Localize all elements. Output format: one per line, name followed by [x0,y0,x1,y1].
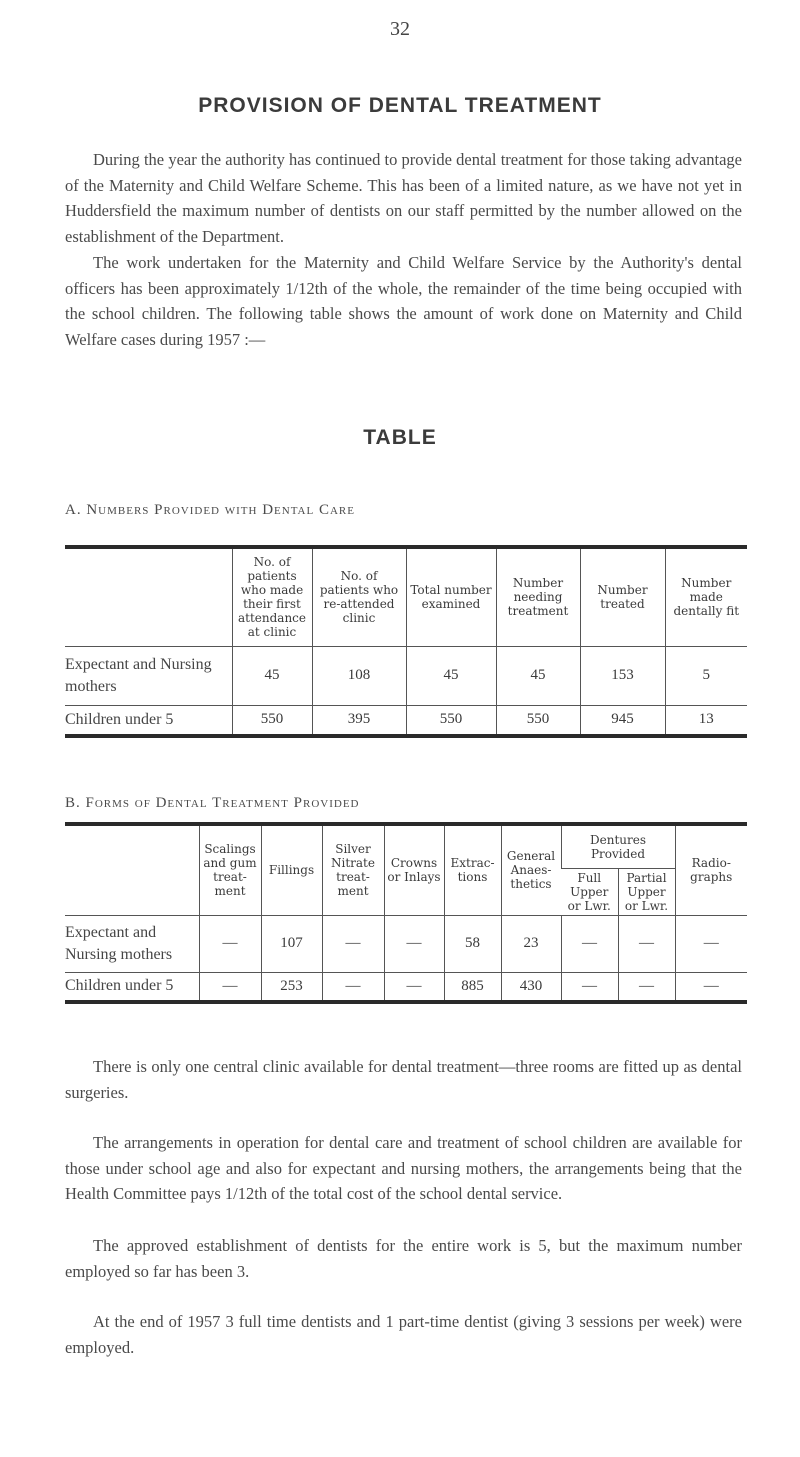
header-partial-dentures: Partial Upper or Lwr. [618,868,675,915]
cell: 45 [232,646,312,705]
header-radiographs: Radio-graphs [675,824,747,915]
header-re-attended: No. of patients who re-attended clinic [312,547,406,646]
cell: — [322,915,384,972]
cell: 23 [501,915,561,972]
row-label: Children under 5 [65,710,174,728]
cell: 550 [232,705,312,736]
cell: 395 [312,705,406,736]
paragraph-central-clinic: There is only one central clinic available for dental treatment—three rooms are fitted up as dental surgeries. [65,1057,742,1102]
header-full-dentures: Full Upper or Lwr. [561,868,618,915]
cell: — [618,972,675,1002]
header-blank [65,547,232,646]
cell: 945 [580,705,665,736]
cell: 885 [444,972,501,1002]
page-number: 32 [390,18,410,40]
table-header-row [65,824,747,868]
cell: — [561,972,618,1002]
table-row [65,705,747,736]
cell: 253 [261,972,322,1002]
cell: — [618,915,675,972]
cell: — [199,915,261,972]
header-first-attendance: No. of patients who made their first attendance at clinic [232,547,312,646]
header-dentures-provided: Dentures Provided [561,824,675,868]
cell: — [322,972,384,1002]
table-row [65,972,747,1002]
cell: 5 [665,646,747,705]
header-treated: Number treated [580,547,665,646]
header-extractions: Extrac-tions [444,824,501,915]
header-fillings: Fillings [261,824,322,915]
paragraph-intro: During the year the authority has continued to provide dental treatment for those taking advantage of the Maternity and Child Welfare Scheme. This has been of a limited nature, as we have not yet in Huddersfield the maximum number of dentists on our staff permitted by the number allowed on the establishment of the Department. [65,150,742,246]
page-title: PROVISION OF DENTAL TREATMENT [198,94,602,117]
header-scalings: Scalings and gum treat-ment [199,824,261,915]
table-row [65,915,747,972]
cell: — [384,915,444,972]
cell: — [675,972,747,1002]
header-general-anaesthetics: General Anaes-thetics [501,824,561,915]
table-row [65,646,747,705]
paragraph-arrangements: The arrangements in operation for dental care and treatment of school children are available for those under school age and also for expectant and nursing mothers, the arrangements being that the Health Committee pays 1/12th of the total cost of the school dental service. [65,1133,742,1203]
cell: 108 [312,646,406,705]
table-heading: TABLE [363,426,437,449]
cell: 45 [406,646,496,705]
cell: 550 [406,705,496,736]
table-b-forms-of-treatment [65,822,747,1004]
cell: 430 [501,972,561,1002]
header-total-examined: Total number examined [406,547,496,646]
row-label: Children under 5 [65,977,174,995]
paragraph-dentists-employed: At the end of 1957 3 full time dentists and 1 part-time dentist (giving 3 sessions per week) were employed. [65,1312,742,1357]
cell: 550 [496,705,580,736]
header-needing-treatment: Number needing treatment [496,547,580,646]
cell: 13 [665,705,747,736]
row-label: Expectant and Nursing mothers [65,915,199,972]
header-dentally-fit: Number made dentally fit [665,547,747,646]
cell: 45 [496,646,580,705]
table-a-numbers-provided [65,545,747,738]
cell: — [199,972,261,1002]
table-b-title: B. Forms of Dental Treatment Provided [65,795,360,811]
cell: — [561,915,618,972]
table-a-title: A. Numbers Provided with Dental Care [65,502,355,518]
header-silver-nitrate: Silver Nitrate treat-ment [322,824,384,915]
cell: 107 [261,915,322,972]
header-blank [65,824,199,915]
paragraph-work-share: The work undertaken for the Maternity and Child Welfare Service by the Authority's dental officers has been approximately 1/12th of the whole, the remainder of the time being occupied with the school children. The following table shows the amount of work done on Maternity and Child Welfare cases during 1957 :— [65,253,742,349]
cell: 153 [580,646,665,705]
header-crowns-inlays: Crowns or Inlays [384,824,444,915]
row-label: Expectant and Nursing mothers [65,646,232,705]
paragraph-establishment: The approved establishment of dentists for the entire work is 5, but the maximum number employed so far has been 3. [65,1236,742,1281]
cell: — [384,972,444,1002]
cell: — [675,915,747,972]
cell: 58 [444,915,501,972]
table-header-row [65,547,747,646]
